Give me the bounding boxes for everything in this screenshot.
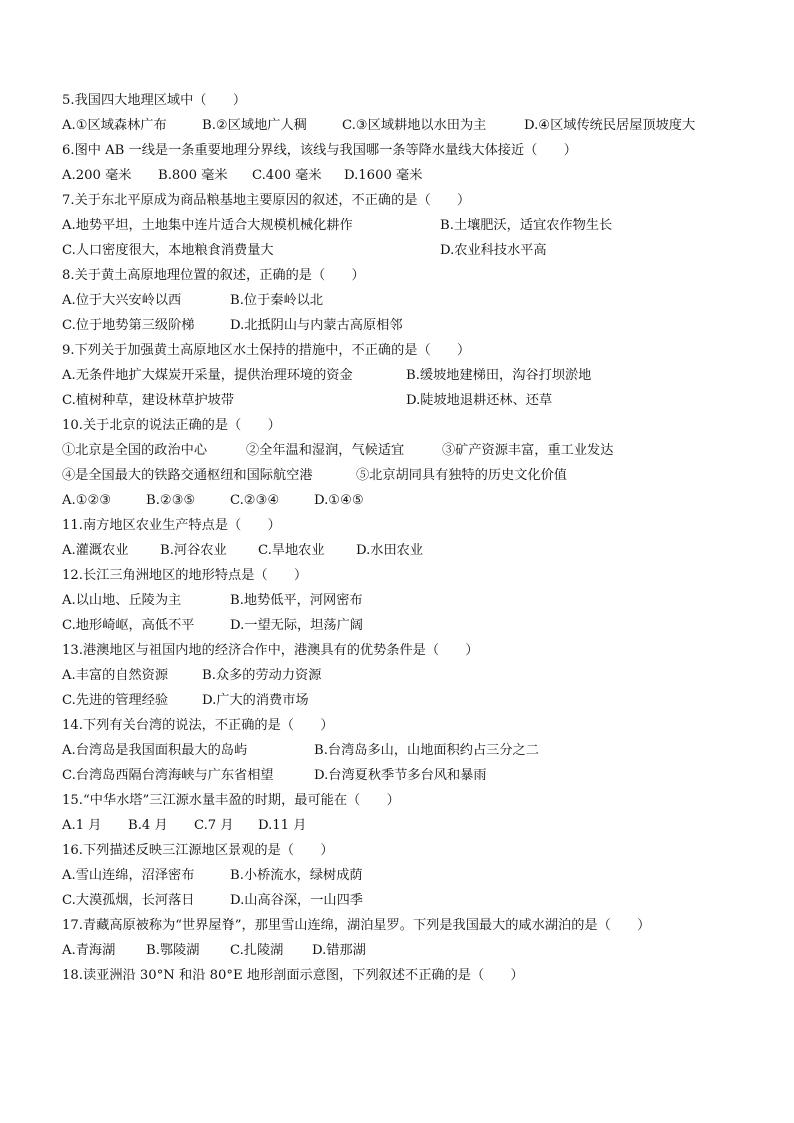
option-d: D.一望无际，坦荡广阔 [230, 618, 363, 633]
question-stem: 7.关于东北平原成为商品粮基地主要原因的叙述，不正确的是（ ） [62, 193, 471, 208]
option-d: D.11 月 [258, 818, 307, 833]
option-a: A.以山地、丘陵为主 [62, 593, 182, 608]
option-b: B.土壤肥沃，适宜农作物生长 [440, 218, 613, 233]
option-a: A.雪山连绵，沼泽密布 [62, 868, 195, 883]
question-stem: 6.图中 AB 一线是一条重要地理分界线，该线与我国哪一条等降水量线大体接近（ ） [62, 143, 577, 158]
option-b: B.河谷农业 [160, 543, 227, 558]
statement-1: ①北京是全国的政治中心 [62, 443, 208, 458]
option-row [62, 213, 742, 238]
option-c: C.先进的管理经验 [62, 693, 169, 708]
question-stem: 9.下列关于加强黄土高原地区水土保持的措施中，不正确的是（ ） [62, 343, 471, 358]
option-b: B.小桥流水，绿树成荫 [230, 868, 363, 883]
option-a: A.①区域森林广布 [62, 118, 167, 133]
question-stem: 14.下列有关台湾的说法，不正确的是（ ） [62, 718, 334, 733]
option-b: B.②③⑤ [146, 493, 196, 508]
option-a: A.1 月 [62, 818, 102, 833]
option-d: D.山高谷深，一山四季 [230, 893, 363, 908]
question-stem: 18.读亚洲沿 30°N 和沿 80°E 地形剖面示意图，下列叙述不正确的是（ ） [62, 968, 524, 983]
option-d: D.④区域传统民居屋顶坡度大 [524, 118, 696, 133]
option-row [62, 488, 742, 513]
option-c: C.③区域耕地以水田为主 [342, 118, 487, 133]
option-c: C.地形崎岖，高低不平 [62, 618, 195, 633]
option-row [62, 538, 742, 563]
option-d: D.①④⑤ [314, 493, 364, 508]
option-a: A.位于大兴安岭以西 [62, 293, 182, 308]
option-a: A.无条件地扩大煤炭开采量，提供治理环境的资金 [62, 368, 353, 383]
option-a: A.地势平坦，土地集中连片适合大规模机械化耕作 [62, 218, 353, 233]
option-a: A.200 毫米 [62, 168, 132, 183]
option-d: D.错那湖 [312, 943, 366, 958]
option-row [62, 888, 742, 913]
option-b: B.位于秦岭以北 [230, 293, 324, 308]
option-c: C.台湾岛西隔台湾海峡与广东省相望 [62, 768, 274, 783]
option-row [62, 688, 742, 713]
option-row [62, 763, 742, 788]
statement-row [62, 463, 742, 488]
option-row [62, 363, 742, 388]
option-b: B.4 月 [128, 818, 168, 833]
option-c: C.植树种草，建设林草护坡带 [62, 393, 235, 408]
statement-3: ③矿产资源丰富，重工业发达 [442, 443, 614, 458]
question-stem: 5.我国四大地理区域中（ ） [62, 93, 247, 108]
option-c: C.大漠孤烟，长河落日 [62, 893, 195, 908]
option-c: C.位于地势第三级阶梯 [62, 318, 195, 333]
option-row [62, 388, 742, 413]
option-a: A.青海湖 [62, 943, 116, 958]
question-stem: 8.关于黄土高原地理位置的叙述，正确的是（ ） [62, 268, 365, 283]
option-row [62, 738, 742, 763]
option-row [62, 113, 742, 138]
question-stem: 17.青藏高原被称为“世界屋脊”，那里雪山连绵，湖泊星罗。下列是我国最大的咸水湖泊的是（ ） [62, 918, 651, 933]
option-d: D.台湾夏秋季节多台风和暴雨 [314, 768, 487, 783]
option-a: A.①②③ [62, 493, 112, 508]
option-b: B.800 毫米 [158, 168, 228, 183]
statement-5: ⑤北京胡同具有独特的历史文化价值 [356, 468, 567, 483]
option-b: B.缓坡地建梯田，沟谷打坝淤地 [406, 368, 592, 383]
option-b: B.台湾岛多山，山地面积约占三分之二 [314, 743, 539, 758]
option-b: B.鄂陵湖 [146, 943, 200, 958]
option-d: D.1600 毫米 [344, 168, 423, 183]
option-d: D.广大的消费市场 [202, 693, 309, 708]
option-c: C.旱地农业 [258, 543, 325, 558]
option-c: C.7 月 [194, 818, 234, 833]
option-row [62, 613, 742, 638]
question-stem: 10.关于北京的说法正确的是（ ） [62, 418, 281, 433]
option-row [62, 163, 742, 188]
question-sheet [62, 88, 742, 988]
option-a: A.丰富的自然资源 [62, 668, 169, 683]
option-a: A.灌溉农业 [62, 543, 129, 558]
option-b: B.众多的劳动力资源 [202, 668, 322, 683]
option-b: B.地势低平，河网密布 [230, 593, 363, 608]
question-stem: 12.长江三角洲地区的地形特点是（ ） [62, 568, 308, 583]
option-row [62, 813, 742, 838]
option-row [62, 663, 742, 688]
option-d: D.农业科技水平高 [440, 243, 547, 258]
question-stem: 13.港澳地区与祖国内地的经济合作中，港澳具有的优势条件是（ ） [62, 643, 479, 658]
option-row [62, 238, 742, 263]
question-stem: 15.“中华水塔”三江源水量丰盈的时期，最可能在（ ） [62, 793, 400, 808]
option-row [62, 863, 742, 888]
option-row [62, 288, 742, 313]
option-b: B.②区域地广人稠 [202, 118, 307, 133]
option-d: D.水田农业 [356, 543, 424, 558]
option-c: C.扎陵湖 [230, 943, 284, 958]
option-row [62, 588, 742, 613]
statement-2: ②全年温和湿润，气候适宜 [246, 443, 405, 458]
statement-row [62, 438, 742, 463]
option-row [62, 938, 742, 963]
option-c: C.400 毫米 [252, 168, 322, 183]
option-d: D.北抵阴山与内蒙古高原相邻 [230, 318, 403, 333]
option-row [62, 313, 742, 338]
option-c: C.②③④ [230, 493, 280, 508]
option-c: C.人口密度很大，本地粮食消费量大 [62, 243, 274, 258]
option-a: A.台湾岛是我国面积最大的岛屿 [62, 743, 248, 758]
option-d: D.陡坡地退耕还林、还草 [406, 393, 553, 408]
question-stem: 16.下列描述反映三江源地区景观的是（ ） [62, 843, 334, 858]
question-stem: 11.南方地区农业生产特点是（ ） [62, 518, 281, 533]
statement-4: ④是全国最大的铁路交通枢纽和国际航空港 [62, 468, 313, 483]
